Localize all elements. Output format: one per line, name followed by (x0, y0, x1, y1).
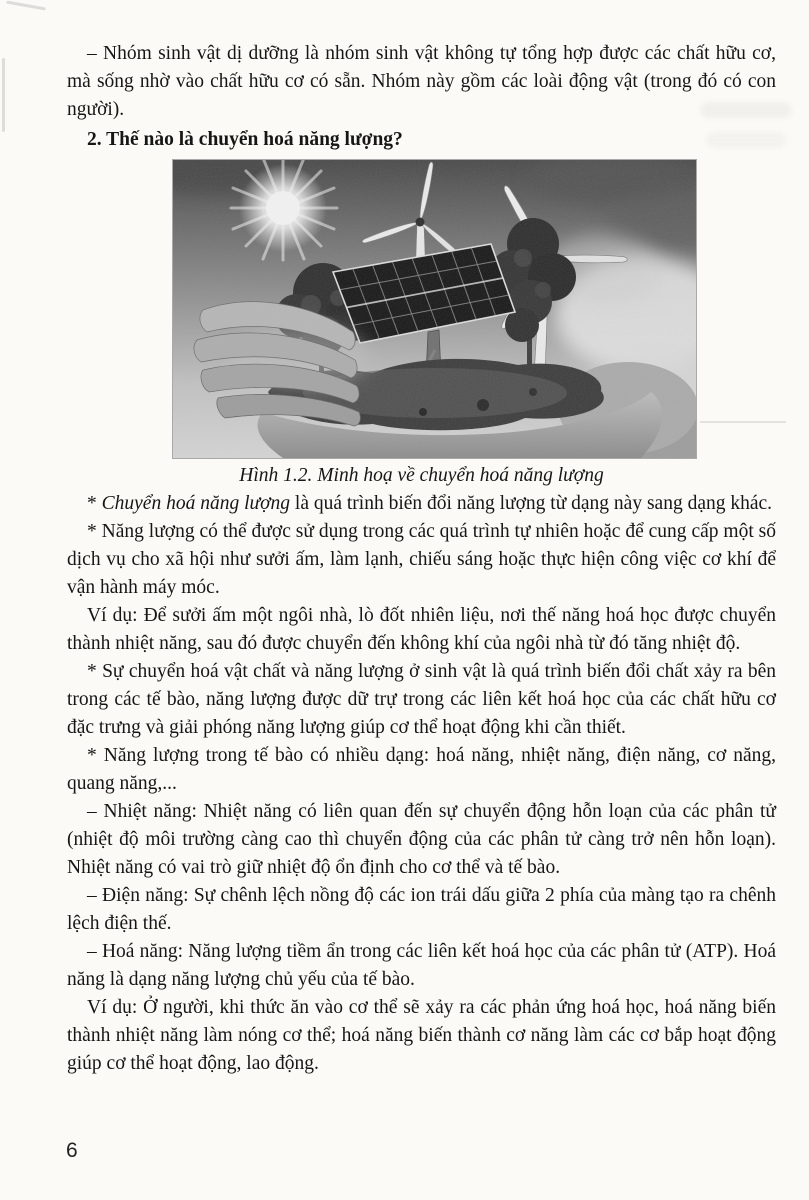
scan-edge-artifact (2, 58, 5, 132)
intro-paragraph: – Nhóm sinh vật dị dưỡng là nhóm sinh vật không tự tổng hợp được các chất hữu cơ, mà sống nhờ vào chất hữu cơ có sẵn. Nhóm này gồm các loài động vật (trong đó có con người). (67, 43, 776, 120)
definition-paragraph (67, 490, 776, 518)
body-paragraph: * Năng lượng trong tế bào có nhiều dạng: hoá năng, nhiệt năng, điện năng, cơ năng, quang năng,... (67, 745, 776, 794)
definition-marker: * (87, 493, 102, 514)
body-paragraph: – Nhiệt năng: Nhiệt năng có liên quan đến sự chuyển động hỗn loạn của các phân tử (nhiệt độ môi trường càng cao thì chuyển động của các phân tử càng trở nên hỗn loạn). Nhiệt năng có vai trò giữ nhiệt độ ổn định cho cơ thể và tế bào. (67, 801, 776, 878)
figure-caption: Hình 1.2. Minh hoạ về chuyển hoá năng lượng (239, 465, 604, 486)
body-paragraph: – Hoá năng: Năng lượng tiềm ẩn trong các liên kết hoá học của các phân tử (ATP). Hoá năng là dạng năng lượng chủ yếu của tế bào. (67, 941, 776, 990)
film-grain-overlay (173, 160, 696, 458)
body-paragraph: * Năng lượng có thể được sử dụng trong các quá trình tự nhiên hoặc để cung cấp một số dịch vụ cho xã hội như sưởi ấm, làm lạnh, chiếu sáng hoặc thực hiện công việc cơ khí để vận hành máy móc. (67, 521, 776, 598)
body-paragraph: * Sự chuyển hoá vật chất và năng lượng ở sinh vật là quá trình biến đổi chất xảy ra bên trong các tế bào, năng lượng được dữ trự trong các liên kết hoá học của các chất hữu cơ đặc trưng và giải phóng năng lượng giúp cơ thể hoạt động khi cần thiết. (67, 661, 776, 738)
definition-rest: là quá trình biến đổi năng lượng từ dạng này sang dạng khác. (290, 493, 773, 514)
scan-corner-artifact (6, 1, 46, 11)
section-heading: 2. Thế nào là chuyển hoá năng lượng? (87, 129, 403, 150)
body-paragraph: – Điện năng: Sự chênh lệch nồng độ các ion trái dấu giữa 2 phía của màng tạo ra chênh lệch điện thế. (67, 885, 776, 934)
figure-1-2 (172, 159, 697, 459)
body-paragraph: Ví dụ: Ở người, khi thức ăn vào cơ thể sẽ xảy ra các phản ứng hoá học, hoá năng biến thành nhiệt năng làm nóng cơ thể; hoá năng biến thành cơ năng làm các cơ bắp hoạt động giúp cơ thể hoạt động, lao động. (67, 997, 776, 1074)
figure-image (173, 160, 696, 458)
definition-term: Chuyển hoá năng lượng (101, 493, 291, 514)
page-number: 6 (66, 1139, 78, 1162)
body-paragraph: Ví dụ: Để sưởi ấm một ngôi nhà, lò đốt nhiên liệu, nơi thế năng hoá học được chuyển thành nhiệt năng, sau đó được chuyển đến không khí của ngôi nhà từ đó tăng nhiệt độ. (67, 605, 776, 654)
text-column (67, 40, 776, 1078)
